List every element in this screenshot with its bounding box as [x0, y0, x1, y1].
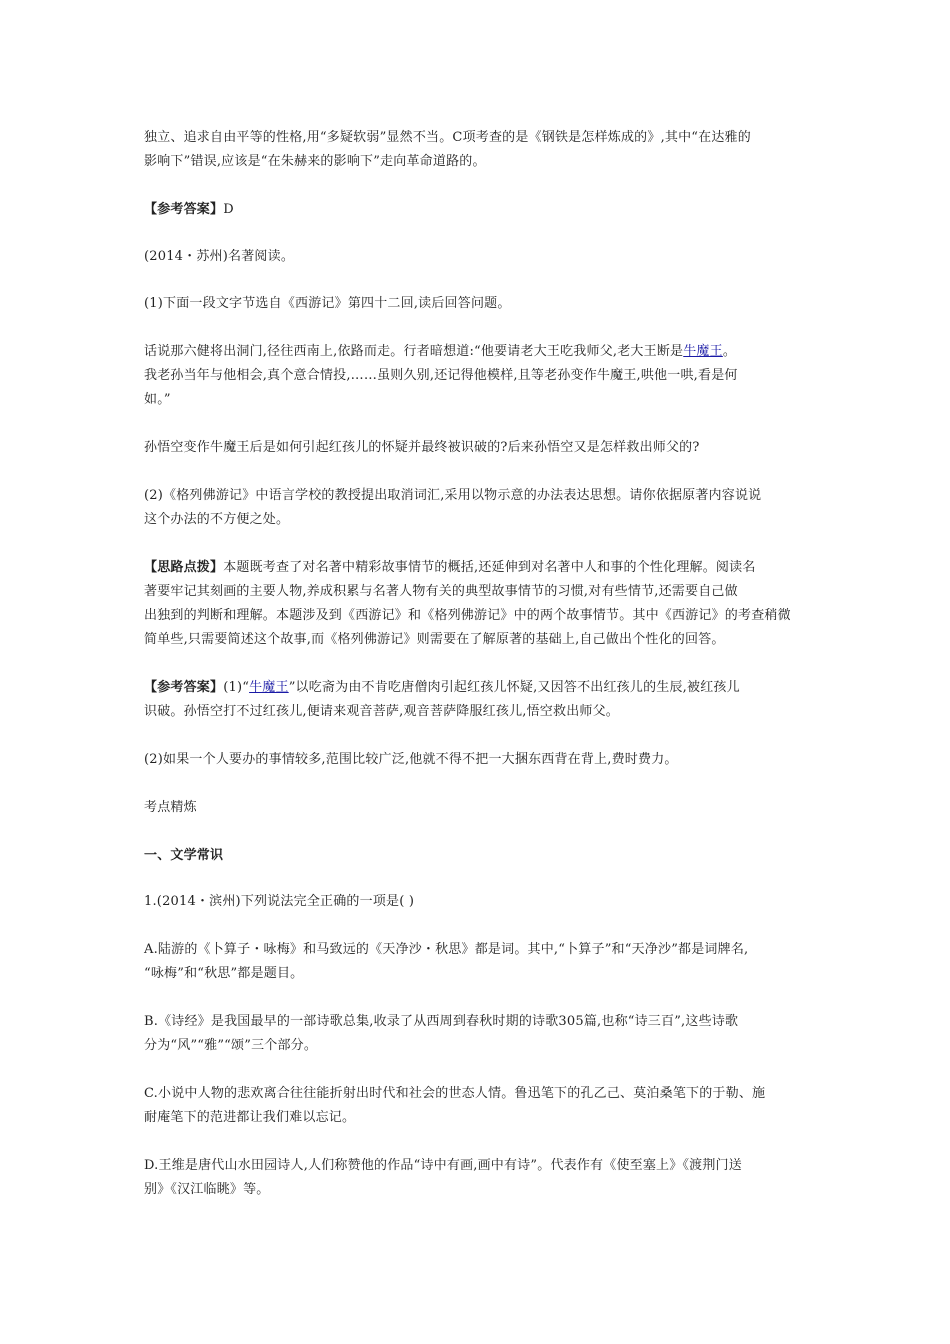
answer-value: D	[223, 202, 234, 217]
answer-paragraph-2: 【参考答案】(1)“牛魔王”以吃斋为由不肯吃唐僧肉引起红孩儿怀疑,又因答不出红孩儿的生辰,被红孩儿 识破。孙悟空打不过红孩儿,便请来观音菩萨,观音菩萨降服红孩儿,悟空救出师父。	[144, 680, 740, 719]
section-title: 考点精炼	[144, 800, 197, 815]
source-line: (2014・苏州)名著阅读。	[144, 249, 295, 264]
niumowang-link[interactable]: 牛魔王	[683, 344, 723, 359]
answer-label: 【参考答案】	[144, 202, 224, 217]
option-c: C.小说中人物的悲欢离合往往能折射出时代和社会的世态人情。鲁迅笔下的孔乙己、莫泊桑笔下的于勒、施 耐庵笔下的范进都让我们难以忘记。	[144, 1086, 766, 1125]
option-b: B.《诗经》是我国最早的一部诗歌总集,收录了从西周到春秋时期的诗歌305篇,也称“诗三百”,这些诗歌 分为“风”“雅”“颂”三个部分。	[144, 1014, 739, 1053]
question-1-text: 孙悟空变作牛魔王后是如何引起红孩儿的怀疑并最终被识破的?后来孙悟空又是怎样救出师父的?	[144, 440, 700, 455]
answer-part-2: (2)如果一个人要办的事情较多,范围比较广泛,他就不得不把一大捆东西背在背上,费时费力。	[144, 752, 678, 767]
passage-excerpt: 话说那六健将出洞门,径往西南上,依路而走。行者暗想道:“他要请老大王吃我师父,老大王断是牛魔王。 我老孙当年与他相会,真个意合情投,……虽则久别,还记得他模样,且等老孙变作牛魔王,哄他一哄,看是何 如。”	[144, 344, 738, 407]
answer-line-1	[144, 198, 816, 222]
answer-label-2: 【参考答案】	[144, 680, 224, 695]
question-1-prompt: (1)下面一段文字节选自《西游记》第四十二回,读后回答问题。	[144, 296, 511, 311]
hint-label: 【思路点拨】	[144, 560, 224, 575]
section-heading: 一、文学常识	[144, 848, 224, 863]
hint-paragraph: 【思路点拨】本题既考查了对名著中精彩故事情节的概括,还延伸到对名著中人和事的个性化理解。阅读名 著要牢记其刻画的主要人物,养成积累与名著人物有关的典型故事情节的习惯,对有些情节,还需要自己做 出独到的判断和理解。本题涉及到《西游记》和《格列佛游记》中的两个故事情节。其中《西游记》的考查稍微 简单些,只需要简述这个故事,而《格列佛游记》则需要在了解原著的基础上,自己做出个性化的回答。	[144, 560, 791, 647]
option-a: A.陆游的《卜算子・咏梅》和马致远的《天净沙・秋思》都是词。其中,“卜算子”和“天净沙”都是词牌名, “咏梅”和“秋思”都是题目。	[144, 942, 749, 981]
niumowang-link-2[interactable]: 牛魔王	[249, 680, 289, 695]
question-1: 1.(2014・滨州)下列说法完全正确的一项是( )	[144, 894, 415, 909]
paragraph-analysis-end: 独立、追求自由平等的性格,用“多疑软弱”显然不当。C项考查的是《钢铁是怎样炼成的》,其中“在达雅的 影响下”错误,应该是“在朱赫来的影响下”走向革命道路的。	[144, 130, 751, 169]
question-2-text: (2)《格列佛游记》中语言学校的教授提出取消词汇,采用以物示意的办法表达思想。请你依据原著内容说说 这个办法的不方便之处。	[144, 488, 762, 527]
option-d: D.王维是唐代山水田园诗人,人们称赞他的作品“诗中有画,画中有诗”。代表作有《使至塞上》《渡荆门送 别》《汉江临眺》等。	[144, 1158, 742, 1197]
